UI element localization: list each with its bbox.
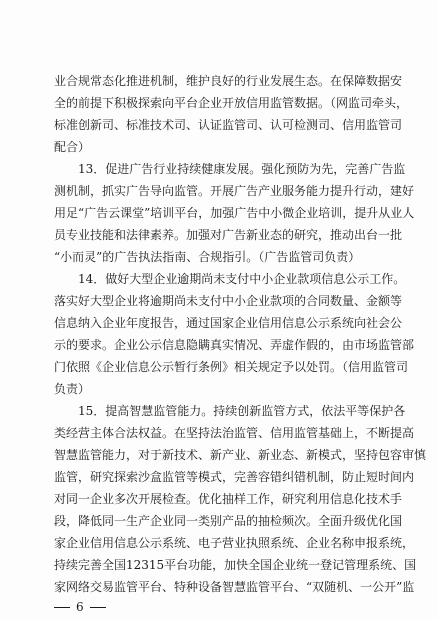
text-line: 智慧监管能力，对于新技术、新产业、新业态、新模式，坚持包容审慎 [54, 448, 427, 462]
text-line: 段，降低同一生产企业同一类别产品的抽检频次。全面升级优化国 [54, 514, 403, 528]
paragraph-15-heading-line: 15．提高智慧监管能力。持续创新监管方式，依法平等保护各 [78, 404, 406, 418]
text-line: 用足“广告云课堂”培训平台，加强广告中小微企业培训，提升从业人 [54, 206, 415, 220]
text-line: 标准创新司、标准技术司、认证监管司、认可检测司、信用监管司 [54, 118, 403, 132]
text-line: 对同一企业多次开展检查。优化抽样工作，研究利用信息化技术手 [54, 492, 403, 506]
text-line: 员专业技能和法律素养。加强对广告新业态的研究，推动出台一批 [54, 228, 403, 242]
text-line: 负责） [54, 382, 91, 396]
text-line: 门依照《企业信息公示暂行条例》相关规定予以处罚。（信用监管司 [54, 360, 409, 374]
text-line: “小而灵”的广告执法指南、合规指引。（广告监管司负责） [54, 250, 361, 264]
paragraph-13-heading-line: 13．促进广告行业持续健康发展。强化预防为先，完善广告监 [78, 162, 406, 176]
page-number-right-dash [90, 607, 106, 608]
text-line: 监管，研究探索沙盒监管等模式，完善容错纠错机制，防止短时间内 [54, 470, 415, 484]
text-line: 持续完善全国12315平台功能，加快全国企业统一登记管理系统、国 [54, 558, 417, 572]
text-line: 信息纳入企业年度报告，通过国家企业信用信息公示系统向社会公 [54, 316, 403, 330]
text-line: 落实好大型企业将逾期尚未支付中小企业款项的合同数量、金额等 [54, 294, 403, 308]
text-line: 测机制，抓实广告导向监管。开展广告产业服务能力提升行动，建好 [54, 184, 415, 198]
page-number-value: 6 [76, 600, 84, 614]
page-number [54, 597, 106, 617]
text-line: 业合规常态化推进机制，维护良好的行业发展生态。在保障数据安 [54, 74, 403, 88]
text-line: 类经营主体合法权益。在坚持法治监管、信用监管基础上，不断提高 [54, 426, 415, 440]
text-line: 全的前提下积极探索向平台企业开放信用监管数据。（网监司牵头， [54, 96, 409, 110]
page-number-left-dash [54, 607, 70, 608]
text-line: 家网络交易监管平台、特种设备智慧监管平台、“双随机、一公开”监 [54, 580, 415, 594]
text-line: 配合） [54, 140, 91, 154]
text-line: 示的要求。企业公示信息隐瞒真实情况、弄虚作假的，由市场监管部 [54, 338, 415, 352]
paragraph-14-heading-line: 14．做好大型企业逾期尚未支付中小企业款项信息公示工作。 [78, 272, 406, 286]
text-line: 家企业信用信息公示系统、电子营业执照系统、企业名称申报系统， [54, 536, 415, 550]
